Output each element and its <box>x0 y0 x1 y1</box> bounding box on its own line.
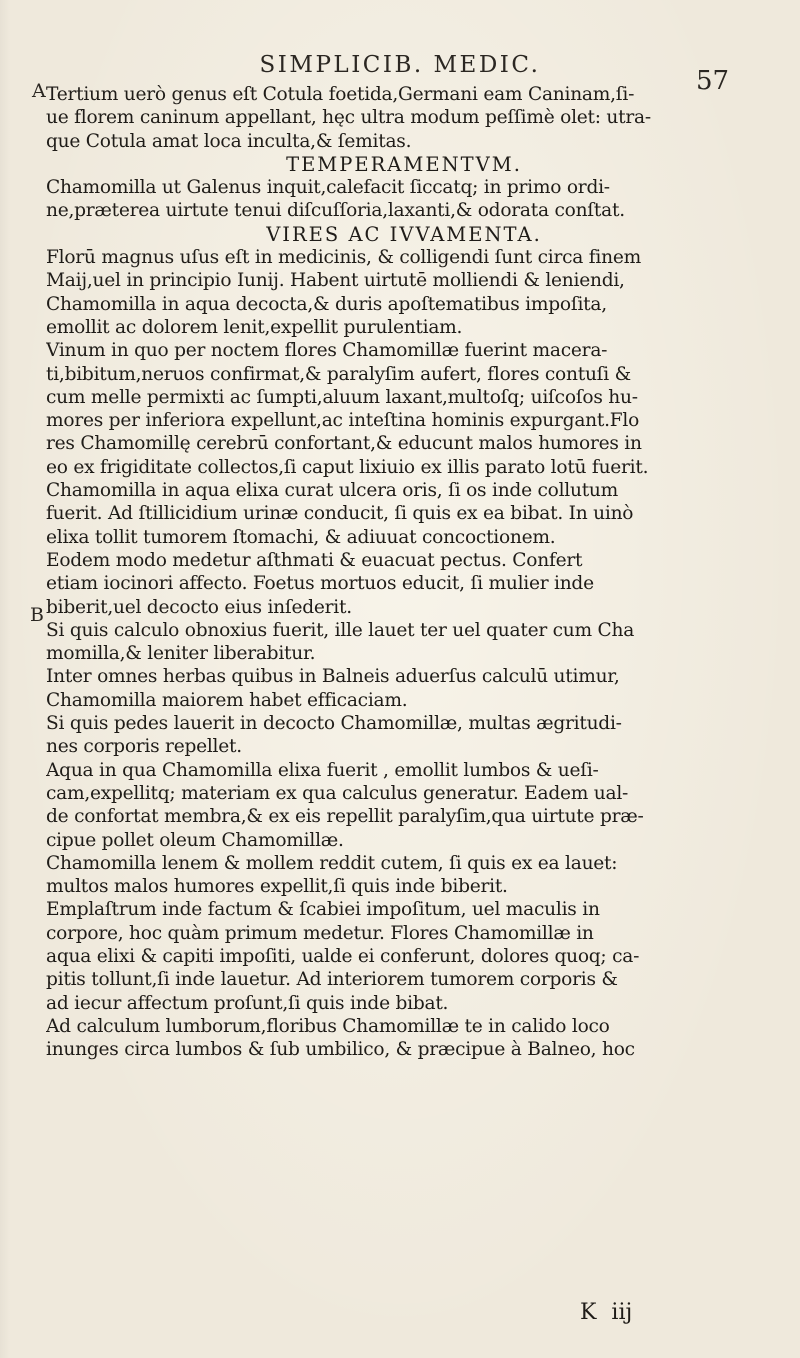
text-line: fuerit. Ad ſtillicidium urinæ conducit, ſi quis ex ea bibat. In uinò <box>46 503 634 525</box>
text-line: ne,præterea uirtute tenui diſcuſſoria,laxanti,& odorata conſtat. <box>46 200 625 222</box>
text-line: Emplaſtrum inde factum & ſcabiei impoſitum, uel maculis in <box>46 899 600 921</box>
text-line: Inter omnes herbas quibus in Balneis aduerſus calculū utimur, <box>46 666 620 688</box>
text-line: Aqua in qua Chamomilla elixa fuerit , emollit lumbos & ueſi- <box>46 759 599 781</box>
text-line: nes corporis repellet. <box>46 736 242 758</box>
text-line: Maij,uel in principio Iunij. Habent uirtutē molliendi & leniendi, <box>46 270 625 292</box>
section-heading: VIRES AC IVVAMENTA. <box>266 222 542 246</box>
text-line: biberit,uel decocto eius inſederit. <box>46 596 352 618</box>
text-line: res Chamomillę cerebrū confortant,& educunt malos humores in <box>46 433 642 455</box>
text-line: Chamomilla maiorem habet efficaciam. <box>46 689 408 711</box>
text-line: emollit ac dolorem lenit,expellit purulentiam. <box>46 316 463 338</box>
text-line: cum melle permixti ac ſumpti,aluum laxant,multoſq; uiſcoſos hu- <box>46 386 638 408</box>
text-line: elixa tollit tumorem ſtomachi, & adiuuat concoctionem. <box>46 526 556 548</box>
text-line: etiam iocinori affecto. Foetus mortuos educit, ſi mulier inde <box>46 573 594 595</box>
text-line: Chamomilla ut Galenus inquit,calefacit ſiccatq; in primo ordi- <box>46 177 610 199</box>
text-line: Florū magnus uſus eſt in medicinis, & colligendi ſunt circa finem <box>46 247 641 269</box>
text-line: cipue pollet oleum Chamomillæ. <box>46 829 344 851</box>
text-line: Chamomilla in aqua decocta,& duris apoſtematibus impoſita, <box>46 293 607 315</box>
text-line: mores per inferiora expellunt,ac inteſtina hominis expurgant.Flo <box>46 410 640 432</box>
text-line: que Cotula amat loca inculta,& ſemitas. <box>46 130 412 152</box>
body-text <box>46 83 762 1061</box>
text-line: Si quis calculo obnoxius fuerit, ille lauet ter uel quater cum Cha <box>46 619 635 641</box>
section-heading: TEMPERAMENTVM. <box>286 152 522 176</box>
text-line: Chamomilla in aqua elixa curat ulcera oris, ſi os inde collutum <box>46 480 619 502</box>
text-line: ti,bibitum,neruos confirmat,& paralyſim aufert, flores contuſi & <box>46 363 631 385</box>
text-line: pitis tollunt,ſi inde lauetur. Ad interiorem tumorem corporis & <box>46 969 618 991</box>
running-head: SIMPLICIB. MEDIC. <box>259 52 541 78</box>
text-line: momilla,& leniter liberabitur. <box>46 643 316 665</box>
text-line: Si quis pedes lauerit in decocto Chamomillæ, multas ægritudi- <box>46 713 622 735</box>
text-line: ad iecur affectum proſunt,ſi quis inde bibat. <box>46 992 449 1014</box>
text-line: Vinum in quo per noctem flores Chamomillæ fuerint macera- <box>46 340 608 362</box>
text-line: Eodem modo medetur aſthmati & euacuat pectus. Confert <box>46 549 583 571</box>
text-line: aqua elixi & capiti impoſiti, ualde ei conferunt, dolores quoq; ca- <box>46 945 640 967</box>
text-line: Ad calculum lumborum,floribus Chamomillæ te in calido loco <box>46 1015 610 1037</box>
text-line: eo ex frigiditate collectos,ſi caput lixiuio ex illis parato lotū fuerit. <box>46 456 649 478</box>
text-line: Chamomilla lenem & mollem reddit cutem, ſi quis ex ea lauet: <box>46 852 618 874</box>
text-line: cam,expellitq; materiam ex qua calculus generatur. Eadem ual- <box>46 782 629 804</box>
page-number: 57 <box>696 66 730 96</box>
text-line: multos malos humores expellit,ſi quis inde biberit. <box>46 876 508 898</box>
text-line: corpore, hoc quàm primum medetur. Flores Chamomillæ in <box>46 922 594 944</box>
signature-mark: K iij <box>580 1300 633 1325</box>
text-line: ue florem caninum appellant, hęc ultra modum peſſimè olet: utra- <box>46 107 651 129</box>
margin-letter-a: A <box>32 80 46 102</box>
text-line: inunges circa lumbos & ſub umbilico, & præcipue à Balneo, hoc <box>46 1039 635 1061</box>
text-line: de confortat membra,& ex eis repellit paralyſim,qua uirtute præ- <box>46 806 644 828</box>
text-line: Tertium uerò genus eſt Cotula foetida,Germani eam Caninam,ſi- <box>46 84 635 105</box>
margin-letter-b: B <box>30 604 44 626</box>
